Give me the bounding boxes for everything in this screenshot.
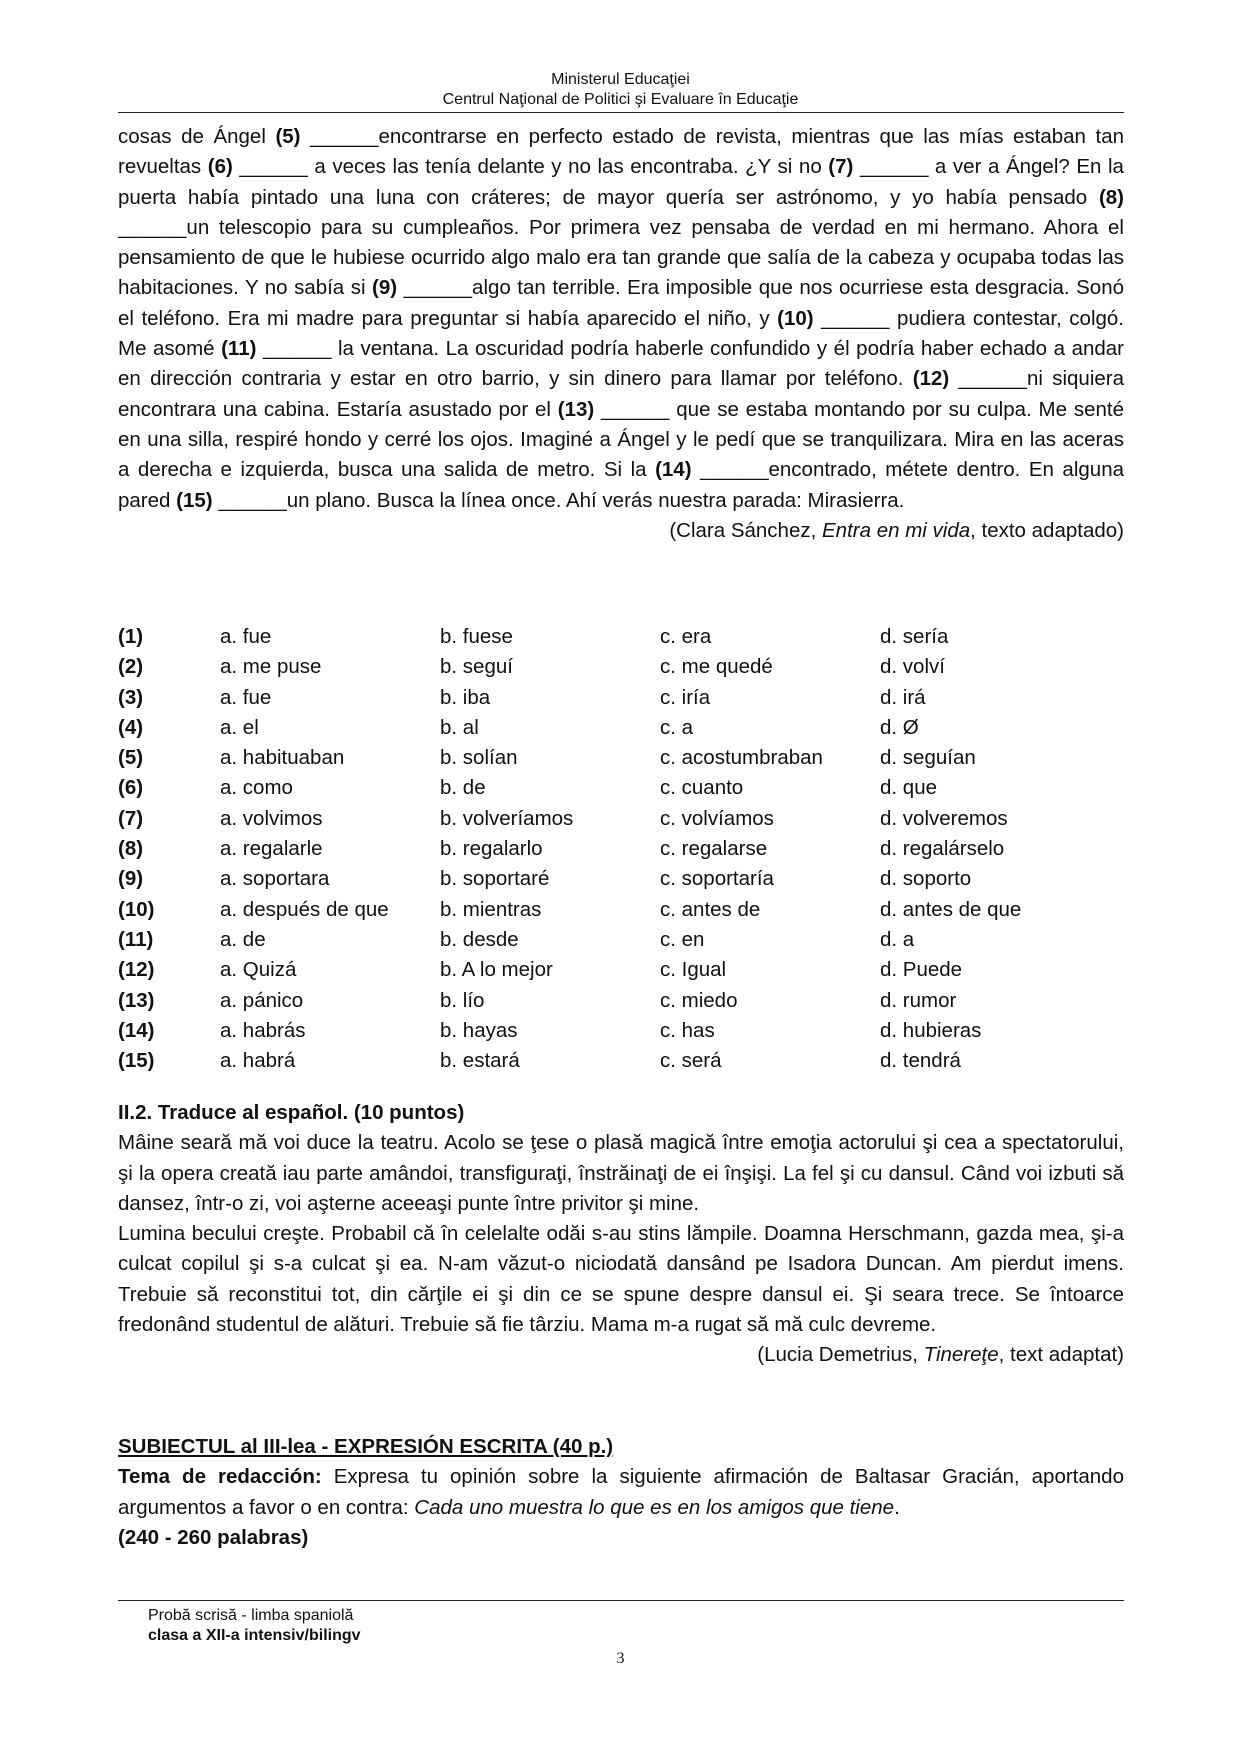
- option-row: [118, 1016, 1124, 1046]
- option-b: b. al: [440, 715, 479, 739]
- option-c: c. soportaría: [660, 867, 774, 891]
- option-c: c. regalarse: [660, 837, 768, 861]
- option-d: d. Puede: [880, 958, 963, 982]
- option-row: [118, 773, 1124, 803]
- option-a: a. pánico: [220, 988, 304, 1012]
- option-number: (11): [118, 927, 154, 951]
- option-d: d. volví: [880, 655, 945, 679]
- exam-name: Probă scrisă - limba spaniolă: [148, 1607, 354, 1624]
- option-d: d. sería: [880, 625, 949, 648]
- option-row: [118, 743, 1124, 773]
- option-c: c. has: [660, 1018, 715, 1042]
- option-row: [118, 652, 1124, 682]
- option-row: [118, 895, 1124, 925]
- option-a: a. soportara: [220, 867, 330, 891]
- option-row: [118, 925, 1124, 955]
- option-c: c. a: [660, 715, 694, 739]
- page-footer: [148, 1606, 361, 1646]
- option-number: (4): [118, 715, 144, 739]
- footer-rule: [118, 1600, 1124, 1601]
- ministry-name: Ministerul Educaţiei: [551, 71, 690, 88]
- option-c: c. Igual: [660, 958, 727, 982]
- option-a: a. me puse: [220, 655, 322, 679]
- writing-prompt: Tema de redacción: Expresa tu opinión sobre la siguiente afirmación de Baltasar Gracián, aportando argumentos a favor o en contra: Cada uno muestra lo que es en los amigos que tiene.: [118, 1465, 1124, 1519]
- translation-paragraph-1: Mâine seară mă voi duce la teatru. Acolo se ţese o plasă magică între emoţia actorului şi cea a spectatorului, şi la opera creată iau parte amândoi, transfiguraţi, înstrăinaţi de ei înşişi. La fel şi cu dansul. Când voi izbuti să dansez, într-o zi, voi aşterne aceeaşi punte între privitor şi mine.: [118, 1131, 1124, 1215]
- center-name: Centrul Naţional de Politici şi Evaluare în Educaţie: [442, 91, 799, 108]
- option-a: a. fue: [220, 625, 272, 648]
- class-level: clasa a XII-a intensiv/bilingv: [148, 1627, 361, 1644]
- translation-paragraph-2: Lumina becului creşte. Probabil că în celelalte odăi s-au stins lămpile. Doamna Herschmann, gazda mea, şi-a culcat copilul şi s-a culcat şi ea. N-am văzut-o niciodată dansând pe Isadora Duncan. Am pierdut imens. Trebuie să reconstitui tot, din cărţile ei şi din ce se spune despre dansul ei. Şi seara trece. Se întoarce fredonând studentul de alături. Trebuie să fie târziu. Mama m-a rugat să mă culc devreme.: [118, 1222, 1124, 1337]
- option-row: [118, 804, 1124, 834]
- option-b: b. seguí: [440, 655, 513, 679]
- option-a: a. habrá: [220, 1049, 296, 1073]
- option-b: b. hayas: [440, 1018, 518, 1042]
- option-d: d. hubieras: [880, 1018, 982, 1042]
- option-c: c. en: [660, 927, 705, 951]
- option-number: (6): [118, 776, 144, 800]
- option-row: [118, 1046, 1124, 1076]
- option-row: [118, 713, 1124, 743]
- option-c: c. cuanto: [660, 776, 744, 800]
- option-number: (13): [118, 988, 155, 1012]
- option-d: d. Ø: [880, 715, 919, 739]
- option-number: (7): [118, 806, 144, 830]
- option-row: [118, 834, 1124, 864]
- option-row: [118, 622, 1124, 652]
- option-number: (1): [118, 625, 144, 648]
- options-table: [118, 622, 1124, 1076]
- option-d: d. soporto: [880, 867, 972, 891]
- option-b: b. mientras: [440, 897, 542, 921]
- option-d: d. seguían: [880, 746, 976, 770]
- option-c: c. volvíamos: [660, 806, 774, 830]
- option-c: c. será: [660, 1049, 722, 1073]
- option-a: a. como: [220, 776, 293, 800]
- header-rule: [118, 112, 1124, 113]
- option-b: b. lío: [440, 988, 485, 1012]
- option-c: c. antes de: [660, 897, 761, 921]
- translation-attribution: (Lucia Demetrius, Tinereţe, text adaptat): [757, 1343, 1124, 1367]
- option-a: a. fue: [220, 685, 272, 709]
- option-a: a. el: [220, 715, 259, 739]
- option-b: b. soportaré: [440, 867, 550, 891]
- option-a: a. de: [220, 927, 266, 951]
- option-d: d. irá: [880, 685, 926, 709]
- writing-section: [118, 1432, 1124, 1553]
- passage-text: cosas de Ángel (5) ______encontrarse en perfecto estado de revista, mientras que las mías estaban tan revueltas (6) ______ a veces las tenía delante y no las encontraba. ¿Y si no (7) ______ a ver a Ángel? En la puerta había pintado una luna con cráteres; de mayor quería ser astrónomo, y yo había pensado (8) ______un telescopio para su cumpleaños. Por primera vez pensaba de verdad en mi hermano. Ahora el pensamiento de que le hubiese ocurrido algo malo era tan grande que salía de la cabeza y ocupaba todas las habitaciones. Y no sabía si (9) ______algo tan terrible. Era imposible que nos ocurriese esta desgracia. Sonó el teléfono. Era mi madre para preguntar si había aparecido el niño, y (10) ______ pudiera contestar, colgó. Me asomé (11) ______ la ventana. La oscuridad podría haberle confundido y él podría haber echado a andar en dirección contraria y estar en otro barrio, y sin dinero para llamar por teléfono. (12) ______ni siquiera encontrara una cabina. Estaría asustado por el (13) ______ que se estaba montando por su culpa. Me senté en una silla, respiré hondo y cerré los ojos. Imaginé a Ángel y le pedí que se tranquilizara. Mira en las aceras a derecha e izquierda, busca una salida de metro. Si la (14) ______encontrado, métete dentro. En alguna pared (15) ______un plano. Busca la línea once. Ahí verás nuestra parada: Mirasierra.: [118, 125, 1125, 512]
- option-d: d. regalárselo: [880, 837, 1005, 861]
- page-header: [0, 70, 1241, 110]
- translation-section: [118, 1098, 1124, 1371]
- option-b: b. desde: [440, 927, 519, 951]
- option-b: b. iba: [440, 685, 491, 709]
- option-b: b. A lo mejor: [440, 958, 553, 982]
- option-a: a. después de que: [220, 897, 389, 921]
- section-heading: II.2. Traduce al español. (10 puntos): [118, 1101, 465, 1124]
- option-b: b. fuese: [440, 625, 513, 648]
- option-number: (10): [118, 897, 155, 921]
- option-c: c. era: [660, 625, 712, 648]
- option-number: (2): [118, 655, 144, 679]
- option-b: b. de: [440, 776, 486, 800]
- option-a: a. habrás: [220, 1018, 306, 1042]
- option-number: (3): [118, 685, 144, 709]
- option-b: b. solían: [440, 746, 518, 770]
- option-a: a. Quizá: [220, 958, 297, 982]
- subject-heading: SUBIECTUL al III-lea - EXPRESIÓN ESCRITA (40 p.): [118, 1435, 614, 1458]
- page-number: 3: [616, 1650, 625, 1667]
- option-a: a. volvimos: [220, 806, 323, 830]
- option-d: d. volveremos: [880, 806, 1008, 830]
- word-count: (240 - 260 palabras): [118, 1525, 309, 1549]
- option-a: a. regalarle: [220, 837, 323, 861]
- option-c: c. acostumbraban: [660, 746, 823, 770]
- option-number: (14): [118, 1018, 155, 1042]
- option-c: c. miedo: [660, 988, 738, 1012]
- option-number: (8): [118, 837, 144, 861]
- option-a: a. habituaban: [220, 746, 345, 770]
- option-row: [118, 986, 1124, 1016]
- option-b: b. regalarlo: [440, 837, 543, 861]
- option-c: c. iría: [660, 685, 711, 709]
- passage-attribution: (Clara Sánchez, Entra en mi vida, texto adaptado): [669, 518, 1124, 542]
- option-d: d. a: [880, 927, 915, 951]
- option-row: [118, 683, 1124, 713]
- option-row: [118, 955, 1124, 985]
- option-c: c. me quedé: [660, 655, 773, 679]
- option-row: [118, 864, 1124, 894]
- option-d: d. antes de que: [880, 897, 1022, 921]
- option-number: (5): [118, 746, 144, 770]
- option-d: d. que: [880, 776, 937, 800]
- option-b: b. estará: [440, 1049, 520, 1073]
- option-d: d. tendrá: [880, 1049, 961, 1073]
- reading-passage: [118, 122, 1124, 546]
- option-number: (9): [118, 867, 144, 891]
- option-number: (12): [118, 958, 155, 982]
- option-b: b. volveríamos: [440, 806, 574, 830]
- option-number: (15): [118, 1049, 155, 1073]
- option-d: d. rumor: [880, 988, 957, 1012]
